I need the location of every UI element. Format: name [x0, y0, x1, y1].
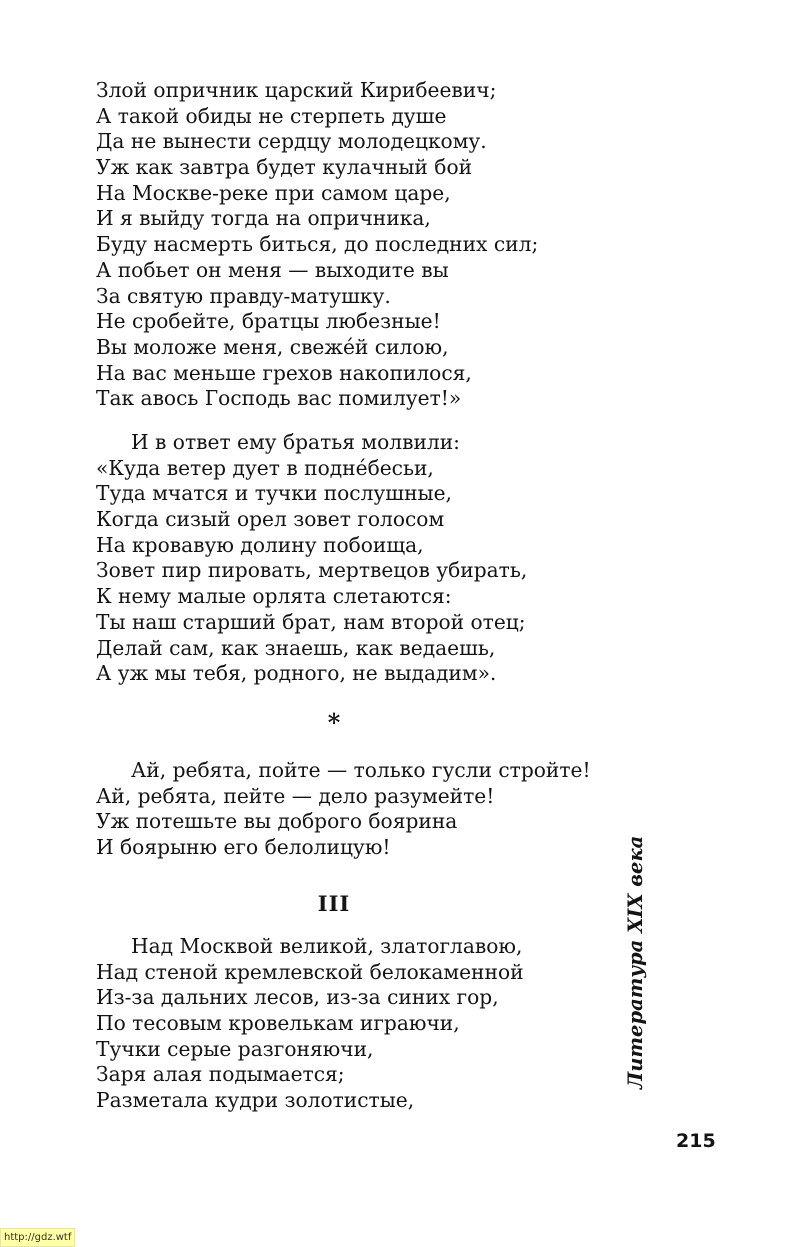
verse-line: Буду насмерть биться, до последних сил; — [96, 232, 539, 257]
verse-line: Уж потешьте вы доброго боярина — [96, 809, 458, 834]
verse-line: Туда мчатся и тучки послушные, — [96, 481, 452, 506]
stanza-1 — [96, 78, 538, 412]
stanza-4 — [96, 934, 524, 1114]
verse-line: Заря алая подымается; — [96, 1062, 345, 1087]
section-separator: * — [327, 708, 341, 737]
verse-line: И в ответ ему братья молвили: — [131, 430, 460, 454]
verse-line: А такой обиды не стерпеть душе — [96, 103, 447, 128]
verse-line: По тесовым кровелькам играючи, — [96, 1011, 460, 1036]
verse-line: А побьет он меня — выходите вы — [96, 257, 449, 282]
verse-line: На вас меньше грехов накопилося, — [96, 360, 472, 385]
verse-line: Из-за дальних лесов, из-за синих гор, — [96, 985, 499, 1010]
verse-line: На кровавую долину побоища, — [96, 532, 424, 557]
verse-line: И я выйду тогда на опричника, — [96, 206, 431, 231]
verse-line: К нему малые орлята слетаются: — [96, 584, 452, 609]
verse-line: А уж мы тебя, родного, не выдадим». — [96, 661, 497, 686]
watermark-link[interactable]: http://gdz.wtf — [0, 1228, 75, 1247]
page-number: 215 — [676, 1130, 716, 1152]
verse-line: И боярыню его белолицую! — [96, 835, 391, 860]
verse-line: Не сробейте, братцы любезные! — [96, 309, 441, 334]
verse-line: Злой опричник царский Кирибеевич; — [96, 78, 497, 102]
verse-line: Над Москвой великой, златоглавою, — [131, 934, 523, 958]
verse-line: Над стеной кремлевской белокаменной — [96, 959, 524, 984]
verse-line: Ай, ребята, пойте — только гусли стройте! — [131, 758, 591, 782]
stanza-3 — [96, 758, 591, 861]
verse-line: «Куда ветер дует в поднéбесьи, — [96, 455, 434, 480]
verse-line: Зовет пир пировать, мертвецов убирать, — [96, 558, 528, 583]
verse-line: Когда сизый орел зовет голосом — [96, 507, 445, 532]
verse-line: На Москве-реке при самом царе, — [96, 180, 451, 205]
verse-line: Уж как завтра будет кулачный бой — [96, 155, 473, 180]
verse-line: Так авось Господь вас помилует!» — [96, 386, 462, 411]
verse-line: Вы моложе меня, свежéй силою, — [96, 334, 449, 359]
chapter-heading: III — [317, 891, 351, 916]
verse-line: За святую правду-матушку. — [96, 283, 391, 308]
stanza-2 — [96, 430, 527, 687]
verse-line: Тучки серые разгоняючи, — [96, 1036, 374, 1061]
verse-line: Делай сам, как знаешь, как ведаешь, — [96, 635, 496, 660]
running-section-title: Литература XIX века — [624, 835, 647, 1089]
verse-line: Разметала кудри золотистые, — [96, 1088, 415, 1113]
verse-line: Ай, ребята, пейте — дело разумейте! — [96, 783, 495, 808]
verse-line: Ты наш старший брат, нам второй отец; — [96, 609, 526, 634]
verse-line: Да не вынести сердцу молодецкому. — [96, 129, 487, 154]
